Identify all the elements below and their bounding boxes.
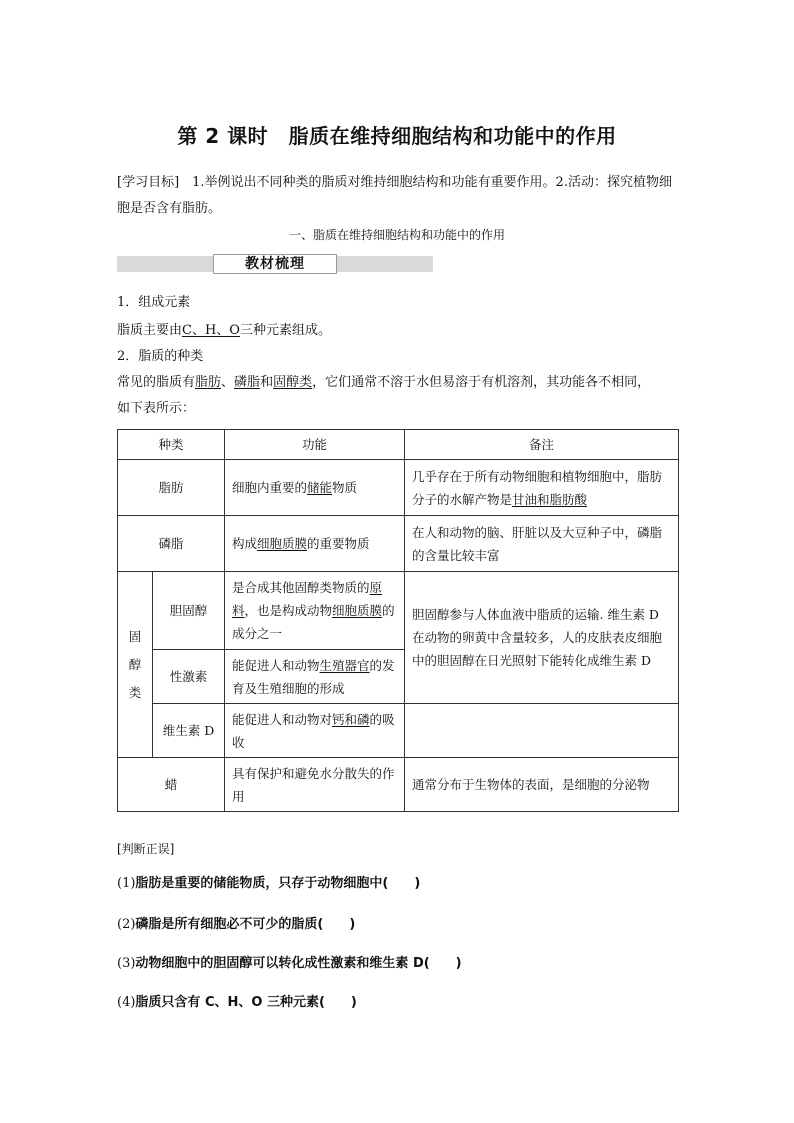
- objectives-tag: [学习目标]: [117, 175, 180, 190]
- table-row-wax: [118, 758, 679, 812]
- type-function: 是合成其他固醇类物质的原料，也是构成动物细胞质膜的成分之一: [225, 572, 405, 650]
- judgment-item: (3)动物细胞中的胆固醇可以转化成性激素和维生素 D( ): [117, 956, 462, 971]
- lipid-types-table: [117, 429, 679, 812]
- table-header-row: [118, 430, 679, 460]
- type-function: 能促进人和动物对钙和磷的吸收: [225, 704, 405, 758]
- type-sterol: 固醇类: [273, 375, 313, 390]
- subsection-title: 一、脂质在维持细胞结构和功能中的作用: [288, 228, 505, 242]
- types-intro: 常见的脂质有脂肪、磷脂和固醇类，它们通常不溶于水但易溶于有机溶剂，其功能各不相同，: [117, 375, 651, 390]
- type-note: 通常分布于生物体的表面，是细胞的分泌物: [405, 758, 679, 812]
- types-heading: 2．脂质的种类: [117, 349, 204, 364]
- type-name: 蜡: [118, 758, 225, 812]
- type-name: 胆固醇: [153, 572, 225, 650]
- type-note: 在人和动物的脑、肝脏以及大豆种子中，磷脂的含量比较丰富: [405, 516, 679, 572]
- table-row-cholesterol: [118, 572, 679, 650]
- learning-objectives: [117, 170, 679, 222]
- judgment-item: (1)脂肪是重要的储能物质，只存于动物细胞中( ): [117, 876, 421, 891]
- elements-heading: 1．组成元素: [117, 295, 191, 310]
- judgment-item: (4)脂质只含有 C、H、O 三种元素( ): [117, 995, 357, 1010]
- type-name: 维生素 D: [153, 704, 225, 758]
- page-title: 第 2 课时 脂质在维持细胞结构和功能中的作用: [177, 124, 617, 148]
- type-phospholipid: 磷脂: [234, 375, 261, 390]
- type-fat: 脂肪: [195, 375, 222, 390]
- judgment-heading: [判断正误]: [117, 842, 175, 856]
- elements-text: 脂质主要由C、H、O三种元素组成。: [117, 323, 331, 338]
- type-note: 几乎存在于所有动物细胞和植物细胞中，脂肪分子的水解产物是甘油和脂肪酸: [405, 460, 679, 516]
- header-cell: 功能: [225, 430, 405, 460]
- type-name: 脂肪: [118, 460, 225, 516]
- types-intro-cont: 如下表所示：: [117, 401, 196, 416]
- section-band-label: 教材梳理: [213, 254, 337, 274]
- type-name: 磷脂: [118, 516, 225, 572]
- header-cell: 备注: [405, 430, 679, 460]
- objectives-text: 1.举例说出不同种类的脂质对维持细胞结构和功能有重要作用。2.活动：探究植物细胞是否含有脂肪。: [117, 175, 672, 216]
- elements-underlined: C、H、O: [182, 323, 240, 338]
- type-note: 胆固醇参与人体血液中脂质的运输. 维生素 D 在动物的卵黄中含量较多，人的皮肤表皮细胞中的胆固醇在日光照射下能转化成维生素 D: [405, 572, 679, 704]
- table-row-phospholipid: [118, 516, 679, 572]
- type-function: 细胞内重要的储能物质: [225, 460, 405, 516]
- type-name: 性激素: [153, 650, 225, 704]
- type-function: 能促进人和动物生殖器官的发育及生殖细胞的形成: [225, 650, 405, 704]
- table-row-vitamin-d: [118, 704, 679, 758]
- type-function: 具有保护和避免水分散失的作用: [225, 758, 405, 812]
- header-cell: 种类: [118, 430, 225, 460]
- judgment-item: (2)磷脂是所有细胞必不可少的脂质( ): [117, 917, 356, 932]
- sterol-group-label: 固醇类: [118, 572, 153, 758]
- type-note-empty: [405, 704, 679, 758]
- table-row-fat: [118, 460, 679, 516]
- type-function: 构成细胞质膜的重要物质: [225, 516, 405, 572]
